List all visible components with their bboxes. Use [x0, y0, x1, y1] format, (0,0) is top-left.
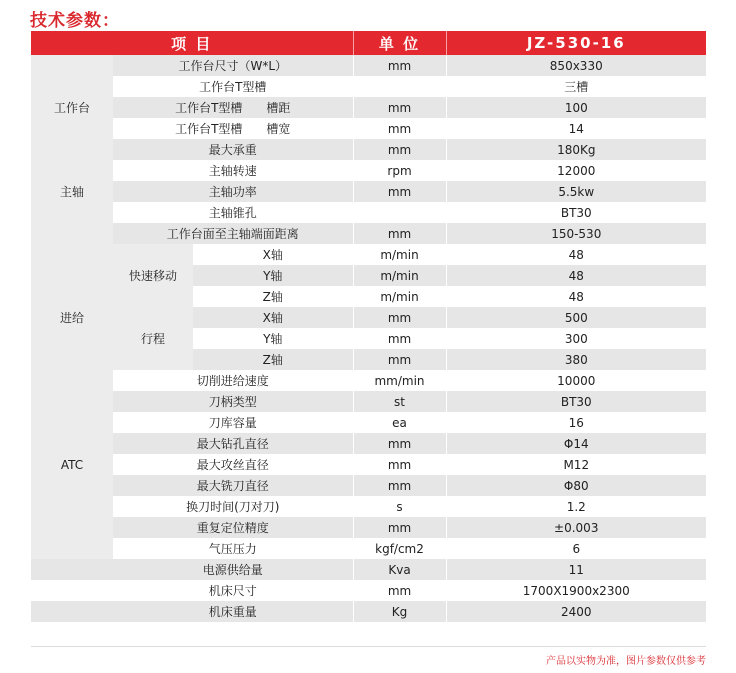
group-atc: ATC — [31, 391, 113, 538]
row-unit: m/min — [353, 265, 446, 286]
row-item: 工作台T型槽 槽距 — [113, 97, 353, 118]
table-row — [31, 496, 706, 517]
table-row — [31, 475, 706, 496]
table-row — [31, 391, 706, 412]
table-row — [31, 223, 706, 244]
row-value: M12 — [446, 454, 706, 475]
row-item: 电源供给量 — [113, 559, 353, 580]
row-item: 重复定位精度 — [113, 517, 353, 538]
row-value: 100 — [446, 97, 706, 118]
table-row — [31, 244, 706, 265]
table-row — [31, 370, 706, 391]
table-header — [31, 31, 706, 55]
table-row — [31, 559, 706, 580]
row-unit: mm — [353, 580, 446, 601]
row-unit: mm — [353, 433, 446, 454]
group-blank — [31, 580, 113, 601]
row-item: 机床重量 — [113, 601, 353, 622]
row-unit: mm — [353, 349, 446, 370]
row-unit: Kva — [353, 559, 446, 580]
row-unit: st — [353, 391, 446, 412]
subgroup-stroke: 行程 — [113, 307, 193, 370]
header-unit: 单 位 — [353, 31, 446, 55]
row-unit: m/min — [353, 286, 446, 307]
row-item: 工作台面至主轴端面距离 — [113, 223, 353, 244]
group-blank — [31, 601, 113, 622]
row-item: Z轴 — [193, 349, 353, 370]
row-unit: mm — [353, 454, 446, 475]
table-row — [31, 181, 706, 202]
row-item: 工作台尺寸（W*L） — [113, 55, 353, 76]
table-row — [31, 454, 706, 475]
group-blank — [31, 223, 113, 244]
group-worktable: 工作台 — [31, 55, 113, 160]
table-row — [31, 517, 706, 538]
row-unit: rpm — [353, 160, 446, 181]
table-row — [31, 97, 706, 118]
header-item: 项 目 — [31, 31, 353, 55]
row-item: 切削进给速度 — [113, 370, 353, 391]
row-value: 180Kg — [446, 139, 706, 160]
table-row — [31, 580, 706, 601]
row-item: 最大钻孔直径 — [113, 433, 353, 454]
row-unit: ea — [353, 412, 446, 433]
row-item: Z轴 — [193, 286, 353, 307]
table-row — [31, 307, 706, 328]
table-row — [31, 139, 706, 160]
row-value: 1700X1900x2300 — [446, 580, 706, 601]
row-value: 300 — [446, 328, 706, 349]
row-value: 11 — [446, 559, 706, 580]
subgroup-rapid: 快速移动 — [113, 244, 193, 307]
row-value: 500 — [446, 307, 706, 328]
row-item: 刀柄类型 — [113, 391, 353, 412]
row-unit: s — [353, 496, 446, 517]
row-item: 主轴转速 — [113, 160, 353, 181]
row-item: 刀库容量 — [113, 412, 353, 433]
row-value: 10000 — [446, 370, 706, 391]
row-unit: m/min — [353, 244, 446, 265]
row-unit: mm — [353, 475, 446, 496]
row-unit: mm/min — [353, 370, 446, 391]
group-blank — [31, 559, 113, 580]
row-unit: mm — [353, 307, 446, 328]
row-value: BT30 — [446, 202, 706, 223]
row-unit: mm — [353, 139, 446, 160]
row-value: 48 — [446, 286, 706, 307]
row-value: ±0.003 — [446, 517, 706, 538]
table-row — [31, 160, 706, 181]
footnote: 产品以实物为准，图片参数仅供参考 — [546, 656, 706, 667]
row-unit — [353, 202, 446, 223]
row-value: 三槽 — [446, 76, 706, 97]
row-item: 换刀时间(刀对刀) — [113, 496, 353, 517]
group-spindle: 主轴 — [31, 160, 113, 223]
row-unit: kgf/cm2 — [353, 538, 446, 559]
row-value: Φ14 — [446, 433, 706, 454]
table-row — [31, 76, 706, 97]
table-row — [31, 433, 706, 454]
group-blank — [31, 538, 113, 559]
row-item: 主轴锥孔 — [113, 202, 353, 223]
row-unit: mm — [353, 223, 446, 244]
row-item: 气压压力 — [113, 538, 353, 559]
row-value: 2400 — [446, 601, 706, 622]
table-row — [31, 538, 706, 559]
group-feed: 进给 — [31, 244, 113, 391]
row-unit — [353, 76, 446, 97]
row-unit: Kg — [353, 601, 446, 622]
row-item: 最大攻丝直径 — [113, 454, 353, 475]
row-value: 48 — [446, 265, 706, 286]
row-unit: mm — [353, 517, 446, 538]
row-unit: mm — [353, 118, 446, 139]
table-row — [31, 412, 706, 433]
row-item: 主轴功率 — [113, 181, 353, 202]
row-item: Y轴 — [193, 265, 353, 286]
row-unit: mm — [353, 55, 446, 76]
row-value: 48 — [446, 244, 706, 265]
row-item: 机床尺寸 — [113, 580, 353, 601]
footer-divider — [31, 646, 706, 647]
header-model: JZ-530-16 — [446, 31, 706, 55]
table-row — [31, 55, 706, 76]
row-unit: mm — [353, 328, 446, 349]
row-unit: mm — [353, 97, 446, 118]
table-row — [31, 118, 706, 139]
row-value: 150-530 — [446, 223, 706, 244]
row-item: X轴 — [193, 307, 353, 328]
row-value: 380 — [446, 349, 706, 370]
row-item: 最大承重 — [113, 139, 353, 160]
row-item: 工作台T型槽 — [113, 76, 353, 97]
row-value: 850x330 — [446, 55, 706, 76]
row-value: 12000 — [446, 160, 706, 181]
row-value: 5.5kw — [446, 181, 706, 202]
table-row — [31, 601, 706, 622]
row-value: Φ80 — [446, 475, 706, 496]
row-item: 最大铣刀直径 — [113, 475, 353, 496]
page-title: 技术参数： — [30, 11, 120, 31]
row-value: 1.2 — [446, 496, 706, 517]
row-value: 16 — [446, 412, 706, 433]
row-value: 14 — [446, 118, 706, 139]
row-value: 6 — [446, 538, 706, 559]
table-row — [31, 202, 706, 223]
row-item: Y轴 — [193, 328, 353, 349]
spec-table — [31, 31, 706, 622]
row-item: X轴 — [193, 244, 353, 265]
row-unit: mm — [353, 181, 446, 202]
row-item: 工作台T型槽 槽宽 — [113, 118, 353, 139]
row-value: BT30 — [446, 391, 706, 412]
